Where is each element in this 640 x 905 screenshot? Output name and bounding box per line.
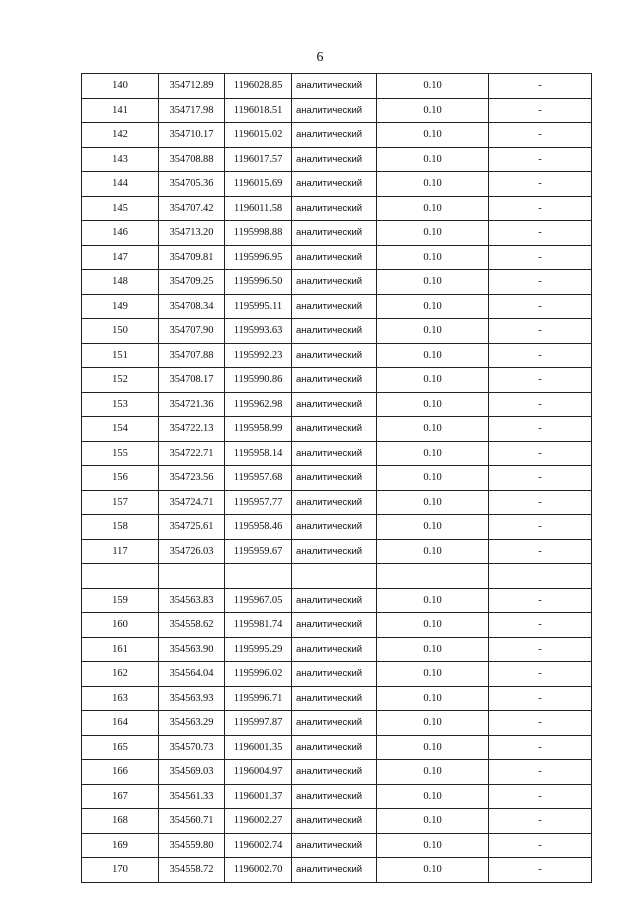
- accuracy-cell: 0.10: [377, 343, 489, 368]
- note-cell: -: [489, 270, 592, 295]
- y-coordinate-cell: 1195990.86: [225, 368, 292, 393]
- accuracy-cell: 0.10: [377, 833, 489, 858]
- table-row: [82, 392, 592, 417]
- table-row: [82, 662, 592, 687]
- method-cell: аналитический: [292, 172, 377, 197]
- x-coordinate-cell: 354563.83: [159, 588, 225, 613]
- point-number-cell: 165: [82, 735, 159, 760]
- note-cell: -: [489, 515, 592, 540]
- method-cell: аналитический: [292, 123, 377, 148]
- y-coordinate-cell: 1196015.02: [225, 123, 292, 148]
- table-row: [82, 147, 592, 172]
- method-cell: аналитический: [292, 466, 377, 491]
- x-coordinate-cell: 354726.03: [159, 539, 225, 564]
- x-coordinate-cell: 354708.34: [159, 294, 225, 319]
- accuracy-cell: 0.10: [377, 294, 489, 319]
- table-row: [82, 343, 592, 368]
- x-coordinate-cell: 354710.17: [159, 123, 225, 148]
- note-cell: -: [489, 711, 592, 736]
- y-coordinate-cell: 1196002.27: [225, 809, 292, 834]
- accuracy-cell: 0.10: [377, 760, 489, 785]
- accuracy-cell: 0.10: [377, 98, 489, 123]
- method-cell: аналитический: [292, 760, 377, 785]
- y-coordinate-cell: 1195996.50: [225, 270, 292, 295]
- table-row: [82, 833, 592, 858]
- method-cell: аналитический: [292, 147, 377, 172]
- x-coordinate-cell: 354563.90: [159, 637, 225, 662]
- table-row: [82, 539, 592, 564]
- note-cell: -: [489, 858, 592, 883]
- y-coordinate-cell: 1195995.29: [225, 637, 292, 662]
- method-cell: аналитический: [292, 711, 377, 736]
- y-coordinate-cell: 1195962.98: [225, 392, 292, 417]
- x-coordinate-cell: 354705.36: [159, 172, 225, 197]
- table-row: [82, 858, 592, 883]
- note-cell: -: [489, 588, 592, 613]
- point-number-cell: 145: [82, 196, 159, 221]
- table-row: [82, 564, 592, 589]
- note-cell: -: [489, 74, 592, 99]
- method-cell: аналитический: [292, 809, 377, 834]
- note-cell: -: [489, 98, 592, 123]
- table-row: [82, 294, 592, 319]
- y-coordinate-cell: 1195981.74: [225, 613, 292, 638]
- point-number-cell: 160: [82, 613, 159, 638]
- y-coordinate-cell: 1195992.23: [225, 343, 292, 368]
- x-coordinate-cell: 354713.20: [159, 221, 225, 246]
- method-cell: аналитический: [292, 515, 377, 540]
- accuracy-cell: 0.10: [377, 74, 489, 99]
- method-cell: [292, 564, 377, 589]
- accuracy-cell: 0.10: [377, 368, 489, 393]
- y-coordinate-cell: 1195998.88: [225, 221, 292, 246]
- y-coordinate-cell: 1196011.58: [225, 196, 292, 221]
- table-row: [82, 809, 592, 834]
- table-row: [82, 221, 592, 246]
- y-coordinate-cell: 1196001.35: [225, 735, 292, 760]
- accuracy-cell: 0.10: [377, 196, 489, 221]
- table-row: [82, 368, 592, 393]
- x-coordinate-cell: 354558.62: [159, 613, 225, 638]
- point-number-cell: 146: [82, 221, 159, 246]
- table-row: [82, 490, 592, 515]
- accuracy-cell: [377, 564, 489, 589]
- method-cell: аналитический: [292, 833, 377, 858]
- x-coordinate-cell: 354721.36: [159, 392, 225, 417]
- point-number-cell: 169: [82, 833, 159, 858]
- point-number-cell: 167: [82, 784, 159, 809]
- method-cell: аналитический: [292, 392, 377, 417]
- note-cell: -: [489, 221, 592, 246]
- y-coordinate-cell: 1196004.97: [225, 760, 292, 785]
- y-coordinate-cell: 1196018.51: [225, 98, 292, 123]
- table-row: [82, 466, 592, 491]
- point-number-cell: [82, 564, 159, 589]
- x-coordinate-cell: 354564.04: [159, 662, 225, 687]
- note-cell: -: [489, 662, 592, 687]
- point-number-cell: 152: [82, 368, 159, 393]
- table-row: [82, 270, 592, 295]
- accuracy-cell: 0.10: [377, 588, 489, 613]
- table-row: [82, 98, 592, 123]
- accuracy-cell: 0.10: [377, 662, 489, 687]
- note-cell: -: [489, 809, 592, 834]
- y-coordinate-cell: 1195967.05: [225, 588, 292, 613]
- table-row: [82, 196, 592, 221]
- method-cell: аналитический: [292, 686, 377, 711]
- table-row: [82, 172, 592, 197]
- table-row: [82, 686, 592, 711]
- point-number-cell: 166: [82, 760, 159, 785]
- note-cell: -: [489, 294, 592, 319]
- table-row: [82, 417, 592, 442]
- accuracy-cell: 0.10: [377, 221, 489, 246]
- point-number-cell: 154: [82, 417, 159, 442]
- method-cell: аналитический: [292, 784, 377, 809]
- method-cell: аналитический: [292, 858, 377, 883]
- accuracy-cell: 0.10: [377, 417, 489, 442]
- method-cell: аналитический: [292, 74, 377, 99]
- x-coordinate-cell: 354709.81: [159, 245, 225, 270]
- point-number-cell: 164: [82, 711, 159, 736]
- point-number-cell: 156: [82, 466, 159, 491]
- accuracy-cell: 0.10: [377, 613, 489, 638]
- point-number-cell: 170: [82, 858, 159, 883]
- method-cell: аналитический: [292, 490, 377, 515]
- note-cell: -: [489, 417, 592, 442]
- coordinates-table: [81, 73, 592, 883]
- table-row: [82, 588, 592, 613]
- y-coordinate-cell: 1195958.99: [225, 417, 292, 442]
- method-cell: аналитический: [292, 196, 377, 221]
- accuracy-cell: 0.10: [377, 319, 489, 344]
- table-row: [82, 123, 592, 148]
- point-number-cell: 148: [82, 270, 159, 295]
- table-row: [82, 245, 592, 270]
- y-coordinate-cell: 1196015.69: [225, 172, 292, 197]
- note-cell: -: [489, 686, 592, 711]
- x-coordinate-cell: 354723.56: [159, 466, 225, 491]
- point-number-cell: 162: [82, 662, 159, 687]
- accuracy-cell: 0.10: [377, 172, 489, 197]
- note-cell: -: [489, 245, 592, 270]
- accuracy-cell: 0.10: [377, 123, 489, 148]
- accuracy-cell: 0.10: [377, 637, 489, 662]
- point-number-cell: 140: [82, 74, 159, 99]
- y-coordinate-cell: 1196002.74: [225, 833, 292, 858]
- y-coordinate-cell: 1195958.14: [225, 441, 292, 466]
- accuracy-cell: 0.10: [377, 466, 489, 491]
- point-number-cell: 151: [82, 343, 159, 368]
- method-cell: аналитический: [292, 343, 377, 368]
- x-coordinate-cell: 354563.29: [159, 711, 225, 736]
- note-cell: -: [489, 833, 592, 858]
- y-coordinate-cell: 1196002.70: [225, 858, 292, 883]
- point-number-cell: 158: [82, 515, 159, 540]
- note-cell: -: [489, 368, 592, 393]
- method-cell: аналитический: [292, 613, 377, 638]
- method-cell: аналитический: [292, 637, 377, 662]
- method-cell: аналитический: [292, 294, 377, 319]
- point-number-cell: 163: [82, 686, 159, 711]
- x-coordinate-cell: 354560.71: [159, 809, 225, 834]
- note-cell: -: [489, 343, 592, 368]
- note-cell: -: [489, 196, 592, 221]
- note-cell: -: [489, 466, 592, 491]
- y-coordinate-cell: 1195959.67: [225, 539, 292, 564]
- point-number-cell: 155: [82, 441, 159, 466]
- page-number: 6: [316, 50, 324, 65]
- note-cell: -: [489, 637, 592, 662]
- accuracy-cell: 0.10: [377, 809, 489, 834]
- accuracy-cell: 0.10: [377, 515, 489, 540]
- accuracy-cell: 0.10: [377, 784, 489, 809]
- x-coordinate-cell: 354712.89: [159, 74, 225, 99]
- method-cell: аналитический: [292, 588, 377, 613]
- x-coordinate-cell: 354709.25: [159, 270, 225, 295]
- point-number-cell: 150: [82, 319, 159, 344]
- x-coordinate-cell: 354558.72: [159, 858, 225, 883]
- method-cell: аналитический: [292, 417, 377, 442]
- method-cell: аналитический: [292, 98, 377, 123]
- point-number-cell: 149: [82, 294, 159, 319]
- point-number-cell: 159: [82, 588, 159, 613]
- x-coordinate-cell: 354559.80: [159, 833, 225, 858]
- point-number-cell: 161: [82, 637, 159, 662]
- accuracy-cell: 0.10: [377, 490, 489, 515]
- x-coordinate-cell: 354724.71: [159, 490, 225, 515]
- accuracy-cell: 0.10: [377, 735, 489, 760]
- accuracy-cell: 0.10: [377, 392, 489, 417]
- y-coordinate-cell: 1195996.95: [225, 245, 292, 270]
- point-number-cell: 142: [82, 123, 159, 148]
- x-coordinate-cell: 354722.71: [159, 441, 225, 466]
- y-coordinate-cell: 1195996.02: [225, 662, 292, 687]
- accuracy-cell: 0.10: [377, 711, 489, 736]
- table-row: [82, 515, 592, 540]
- y-coordinate-cell: 1195958.46: [225, 515, 292, 540]
- note-cell: -: [489, 613, 592, 638]
- note-cell: -: [489, 319, 592, 344]
- note-cell: -: [489, 784, 592, 809]
- y-coordinate-cell: 1195993.63: [225, 319, 292, 344]
- table-row: [82, 711, 592, 736]
- x-coordinate-cell: 354569.03: [159, 760, 225, 785]
- x-coordinate-cell: [159, 564, 225, 589]
- point-number-cell: 117: [82, 539, 159, 564]
- method-cell: аналитический: [292, 539, 377, 564]
- point-number-cell: 147: [82, 245, 159, 270]
- accuracy-cell: 0.10: [377, 147, 489, 172]
- note-cell: [489, 564, 592, 589]
- table-row: [82, 441, 592, 466]
- point-number-cell: 157: [82, 490, 159, 515]
- y-coordinate-cell: 1195997.87: [225, 711, 292, 736]
- y-coordinate-cell: 1195996.71: [225, 686, 292, 711]
- method-cell: аналитический: [292, 270, 377, 295]
- table-row: [82, 74, 592, 99]
- table-row: [82, 637, 592, 662]
- note-cell: -: [489, 147, 592, 172]
- point-number-cell: 168: [82, 809, 159, 834]
- accuracy-cell: 0.10: [377, 245, 489, 270]
- note-cell: -: [489, 735, 592, 760]
- accuracy-cell: 0.10: [377, 686, 489, 711]
- x-coordinate-cell: 354563.93: [159, 686, 225, 711]
- y-coordinate-cell: 1195995.11: [225, 294, 292, 319]
- x-coordinate-cell: 354725.61: [159, 515, 225, 540]
- point-number-cell: 144: [82, 172, 159, 197]
- y-coordinate-cell: 1196001.37: [225, 784, 292, 809]
- y-coordinate-cell: [225, 564, 292, 589]
- x-coordinate-cell: 354717.98: [159, 98, 225, 123]
- x-coordinate-cell: 354570.73: [159, 735, 225, 760]
- table-row: [82, 613, 592, 638]
- table-row: [82, 760, 592, 785]
- point-number-cell: 153: [82, 392, 159, 417]
- accuracy-cell: 0.10: [377, 539, 489, 564]
- x-coordinate-cell: 354561.33: [159, 784, 225, 809]
- y-coordinate-cell: 1195957.77: [225, 490, 292, 515]
- method-cell: аналитический: [292, 441, 377, 466]
- table-row: [82, 784, 592, 809]
- note-cell: -: [489, 760, 592, 785]
- accuracy-cell: 0.10: [377, 858, 489, 883]
- accuracy-cell: 0.10: [377, 441, 489, 466]
- method-cell: аналитический: [292, 735, 377, 760]
- y-coordinate-cell: 1196028.85: [225, 74, 292, 99]
- accuracy-cell: 0.10: [377, 270, 489, 295]
- y-coordinate-cell: 1196017.57: [225, 147, 292, 172]
- note-cell: -: [489, 441, 592, 466]
- x-coordinate-cell: 354707.90: [159, 319, 225, 344]
- point-number-cell: 143: [82, 147, 159, 172]
- note-cell: -: [489, 539, 592, 564]
- x-coordinate-cell: 354722.13: [159, 417, 225, 442]
- note-cell: -: [489, 392, 592, 417]
- note-cell: -: [489, 172, 592, 197]
- method-cell: аналитический: [292, 368, 377, 393]
- coordinates-table-body: [82, 74, 592, 883]
- method-cell: аналитический: [292, 245, 377, 270]
- method-cell: аналитический: [292, 662, 377, 687]
- x-coordinate-cell: 354707.88: [159, 343, 225, 368]
- x-coordinate-cell: 354707.42: [159, 196, 225, 221]
- table-row: [82, 735, 592, 760]
- method-cell: аналитический: [292, 221, 377, 246]
- table-row: [82, 319, 592, 344]
- x-coordinate-cell: 354708.17: [159, 368, 225, 393]
- method-cell: аналитический: [292, 319, 377, 344]
- note-cell: -: [489, 123, 592, 148]
- note-cell: -: [489, 490, 592, 515]
- x-coordinate-cell: 354708.88: [159, 147, 225, 172]
- point-number-cell: 141: [82, 98, 159, 123]
- y-coordinate-cell: 1195957.68: [225, 466, 292, 491]
